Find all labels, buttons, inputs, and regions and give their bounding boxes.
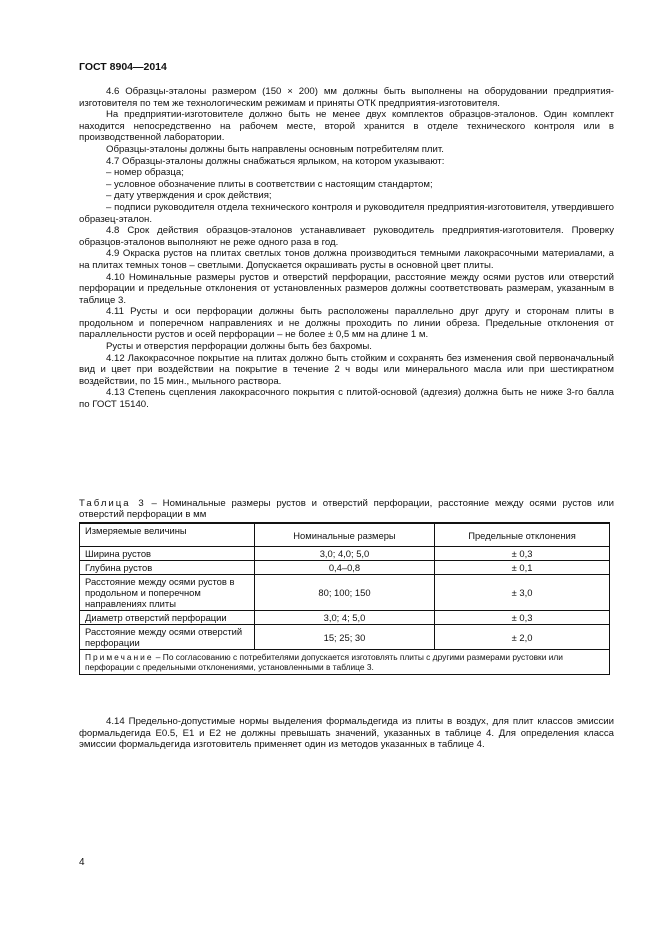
- list-item: – условное обозначение плиты в соответствии с настоящим стандартом;: [106, 178, 433, 190]
- table-cell: Расстояние между осями отверстий перфорации: [80, 625, 255, 650]
- paragraph-4-6: 4.6 Образцы-эталоны размером (150 × 200) мм должны быть выполнены на оборудовании предприятия-изготовителя по тем же технологическим режимам и приняты ОТК предприятия-изготовителя.: [79, 86, 614, 109]
- table-header-cell: Измеряемые величины: [80, 523, 255, 547]
- paragraph-fringe: Русты и отверстия перфорации должны быть без бахромы.: [106, 341, 372, 353]
- table-row: [80, 611, 610, 625]
- paragraph-4-10: 4.10 Номинальные размеры рустов и отверстий перфорации, расстояние между осями рустов или отверстий перфорации и предельные отклонения от установленных размеров должны соответствовать размерам, указанным в таблице 3.: [79, 271, 614, 306]
- table-caption: [79, 498, 614, 521]
- table-cell: 3,0; 4; 5,0: [254, 611, 434, 625]
- table-note-label: Примечание: [85, 652, 154, 662]
- table-cell: ± 0,3: [435, 547, 610, 561]
- table-header-cell: Номинальные размеры: [254, 523, 434, 547]
- paragraph-sets: На предприятии-изготовителе должно быть не менее двух комплектов образцов-эталонов. Один комплект находится непосредственно на рабочем месте, второй хранится в отделе технического контроля или в производственной лаборатории.: [79, 109, 614, 144]
- table-cell: Глубина рустов: [80, 561, 255, 575]
- table-cell: 15; 25; 30: [254, 625, 434, 650]
- paragraph-4-13: 4.13 Степень сцепления лакокрасочного покрытия с плитой-основой (адгезия) должна быть не ниже 3-го балла по ГОСТ 15140.: [79, 387, 614, 411]
- table-row: [80, 575, 610, 611]
- table-note: [80, 650, 610, 675]
- paragraph-4-11: 4.11 Русты и оси перфорации должны быть расположены параллельно друг другу и сторонам плиты в продольном и поперечном направлениях и не должны проходить по линии обреза. Предельные отклонения от параллельности рустов и осей перфорации – не более ± 0,5 мм на длине 1 м.: [79, 306, 614, 341]
- table-cell: 3,0; 4,0; 5,0: [254, 547, 434, 561]
- body-text: [79, 86, 614, 411]
- table-cell: Диаметр отверстий перфорации: [80, 611, 255, 625]
- table-header-cell: Предельные отклонения: [435, 523, 610, 547]
- table-cell: ± 0,3: [435, 611, 610, 625]
- paragraph-4-7: 4.7 Образцы-эталоны должны снабжаться ярлыком, на котором указывают:: [106, 155, 445, 167]
- table-cell: 80; 100; 150: [254, 575, 434, 611]
- table-cell: Ширина рустов: [80, 547, 255, 561]
- table-header-row: [80, 523, 610, 547]
- table-row: [80, 561, 610, 575]
- table-note-row: [80, 650, 610, 675]
- paragraph-consumers: Образцы-эталоны должны быть направлены основным потребителям плит.: [106, 143, 444, 155]
- list-item: – подписи руководителя отдела технического контроля и руководителя предприятия-изготовителя, утвердившего образец-эталон.: [79, 201, 614, 225]
- table-caption-text: – Номинальные размеры рустов и отверстий перфорации, расстояние между осями рустов или отверстий перфорации в мм: [79, 498, 614, 521]
- table-caption-label: Таблица 3: [79, 498, 146, 509]
- table-row: [80, 625, 610, 650]
- table-row: [80, 547, 610, 561]
- table-cell: ± 0,1: [435, 561, 610, 575]
- table-note-text: – По согласованию с потребителями допускается изготовлять плиты с другими размерами рустовки или перфорации с предельными отклонениями, установленными в таблице 3.: [85, 652, 563, 672]
- paragraph-4-12: 4.12 Лакокрасочное покрытие на плитах должно быть стойким и сохранять без изменения свой первоначальный вид и цвет при воздействии на покрытие в течение 2 ч воды или минерального масла или при шестикратном воздействии, по 15 мин., мыльного раствора.: [79, 352, 614, 387]
- table-cell: ± 3,0: [435, 575, 610, 611]
- page-header: ГОСТ 8904—2014: [79, 61, 167, 73]
- paragraph-4-8: 4.8 Срок действия образцов-эталонов устанавливает руководитель предприятия-изготовителя. Проверку образцов-эталонов выполняют не реже одного раза в год.: [79, 225, 614, 248]
- page-number: 4: [79, 857, 85, 868]
- list-item: – номер образца;: [106, 167, 184, 179]
- paragraph-4-14: 4.14 Предельно-допустимые нормы выделения формальдегида из плиты в воздух, для плит классов эмиссии формальдегида Е0.5, Е1 и Е2 не должны превышать значений, указанных в таблице 4. Для определения класса эмиссии формальдегида изготовитель применяет один из методов указанных в таблице 4.: [79, 716, 614, 751]
- paragraph-4-9: 4.9 Окраска рустов на плитах светлых тонов должна производиться темными лакокрасочными материалами, а на плитах темных тонов – светлыми. Допускается окрашивать русты в основной цвет плиты.: [79, 248, 614, 271]
- table-cell: ± 2,0: [435, 625, 610, 650]
- after-table-text: [79, 716, 614, 751]
- table-cell: Расстояние между осями рустов в продольном и поперечном направлениях плиты: [80, 575, 255, 611]
- list-item: – дату утверждения и срок действия;: [106, 190, 272, 202]
- spec-table: [79, 522, 610, 675]
- table-cell: 0,4–0,8: [254, 561, 434, 575]
